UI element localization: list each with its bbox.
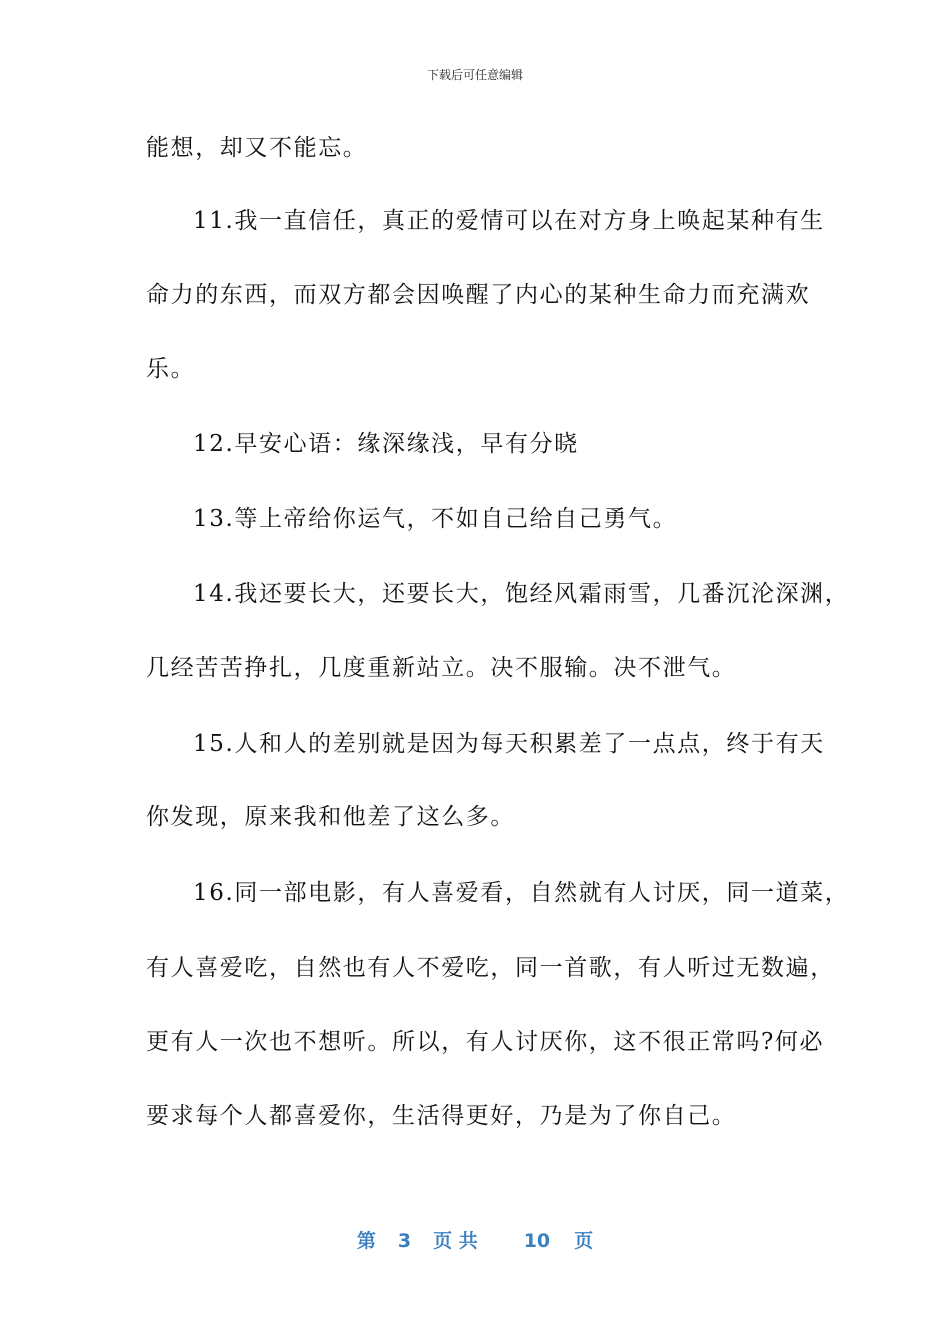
text-line: 16.同一部电影，有人喜爱看，自然就有人讨厌，同一道菜， (193, 880, 850, 906)
footer-suffix: 页 (574, 1230, 594, 1252)
page-header: 下载后可任意编辑 (426, 68, 523, 82)
text-line: 要求每个人都喜爱你，生活得更好，乃是为了你自己。 (146, 1103, 737, 1129)
footer-prefix: 第 (356, 1230, 376, 1252)
text-line: 11.我一直信任，真正的爱情可以在对方身上唤起某种有生 (193, 208, 825, 234)
page-footer (0, 1226, 950, 1253)
footer-middle: 页 共 (433, 1230, 478, 1252)
text-line: 能想，却又不能忘。 (146, 135, 368, 161)
text-line: 你发现，原来我和他差了这么多。 (146, 804, 515, 830)
text-line: 13.等上帝给你运气，不如自己给自己勇气。 (193, 506, 678, 532)
text-line: 更有人一次也不想听。所以，有人讨厌你，这不很正常吗?何必 (146, 1029, 825, 1055)
total-pages-number: 10 (523, 1230, 551, 1252)
text-line: 14.我还要长大，还要长大，饱经风霜雨雪，几番沉沦深渊， (193, 581, 850, 607)
text-line: 有人喜爱吃，自然也有人不爱吃，同一首歌，有人听过无数遍， (146, 955, 835, 981)
text-line: 命力的东西，而双方都会因唤醒了内心的某种生命力而充满欢 (146, 282, 811, 308)
current-page-number: 3 (397, 1230, 412, 1252)
text-line: 乐。 (146, 356, 196, 382)
text-line: 15.人和人的差别就是因为每天积累差了一点点，终于有天 (193, 731, 825, 757)
text-line: 12.早安心语：缘深缘浅，早有分晓 (193, 431, 579, 457)
text-line: 几经苦苦挣扎，几度重新站立。决不服输。决不泄气。 (146, 655, 737, 681)
